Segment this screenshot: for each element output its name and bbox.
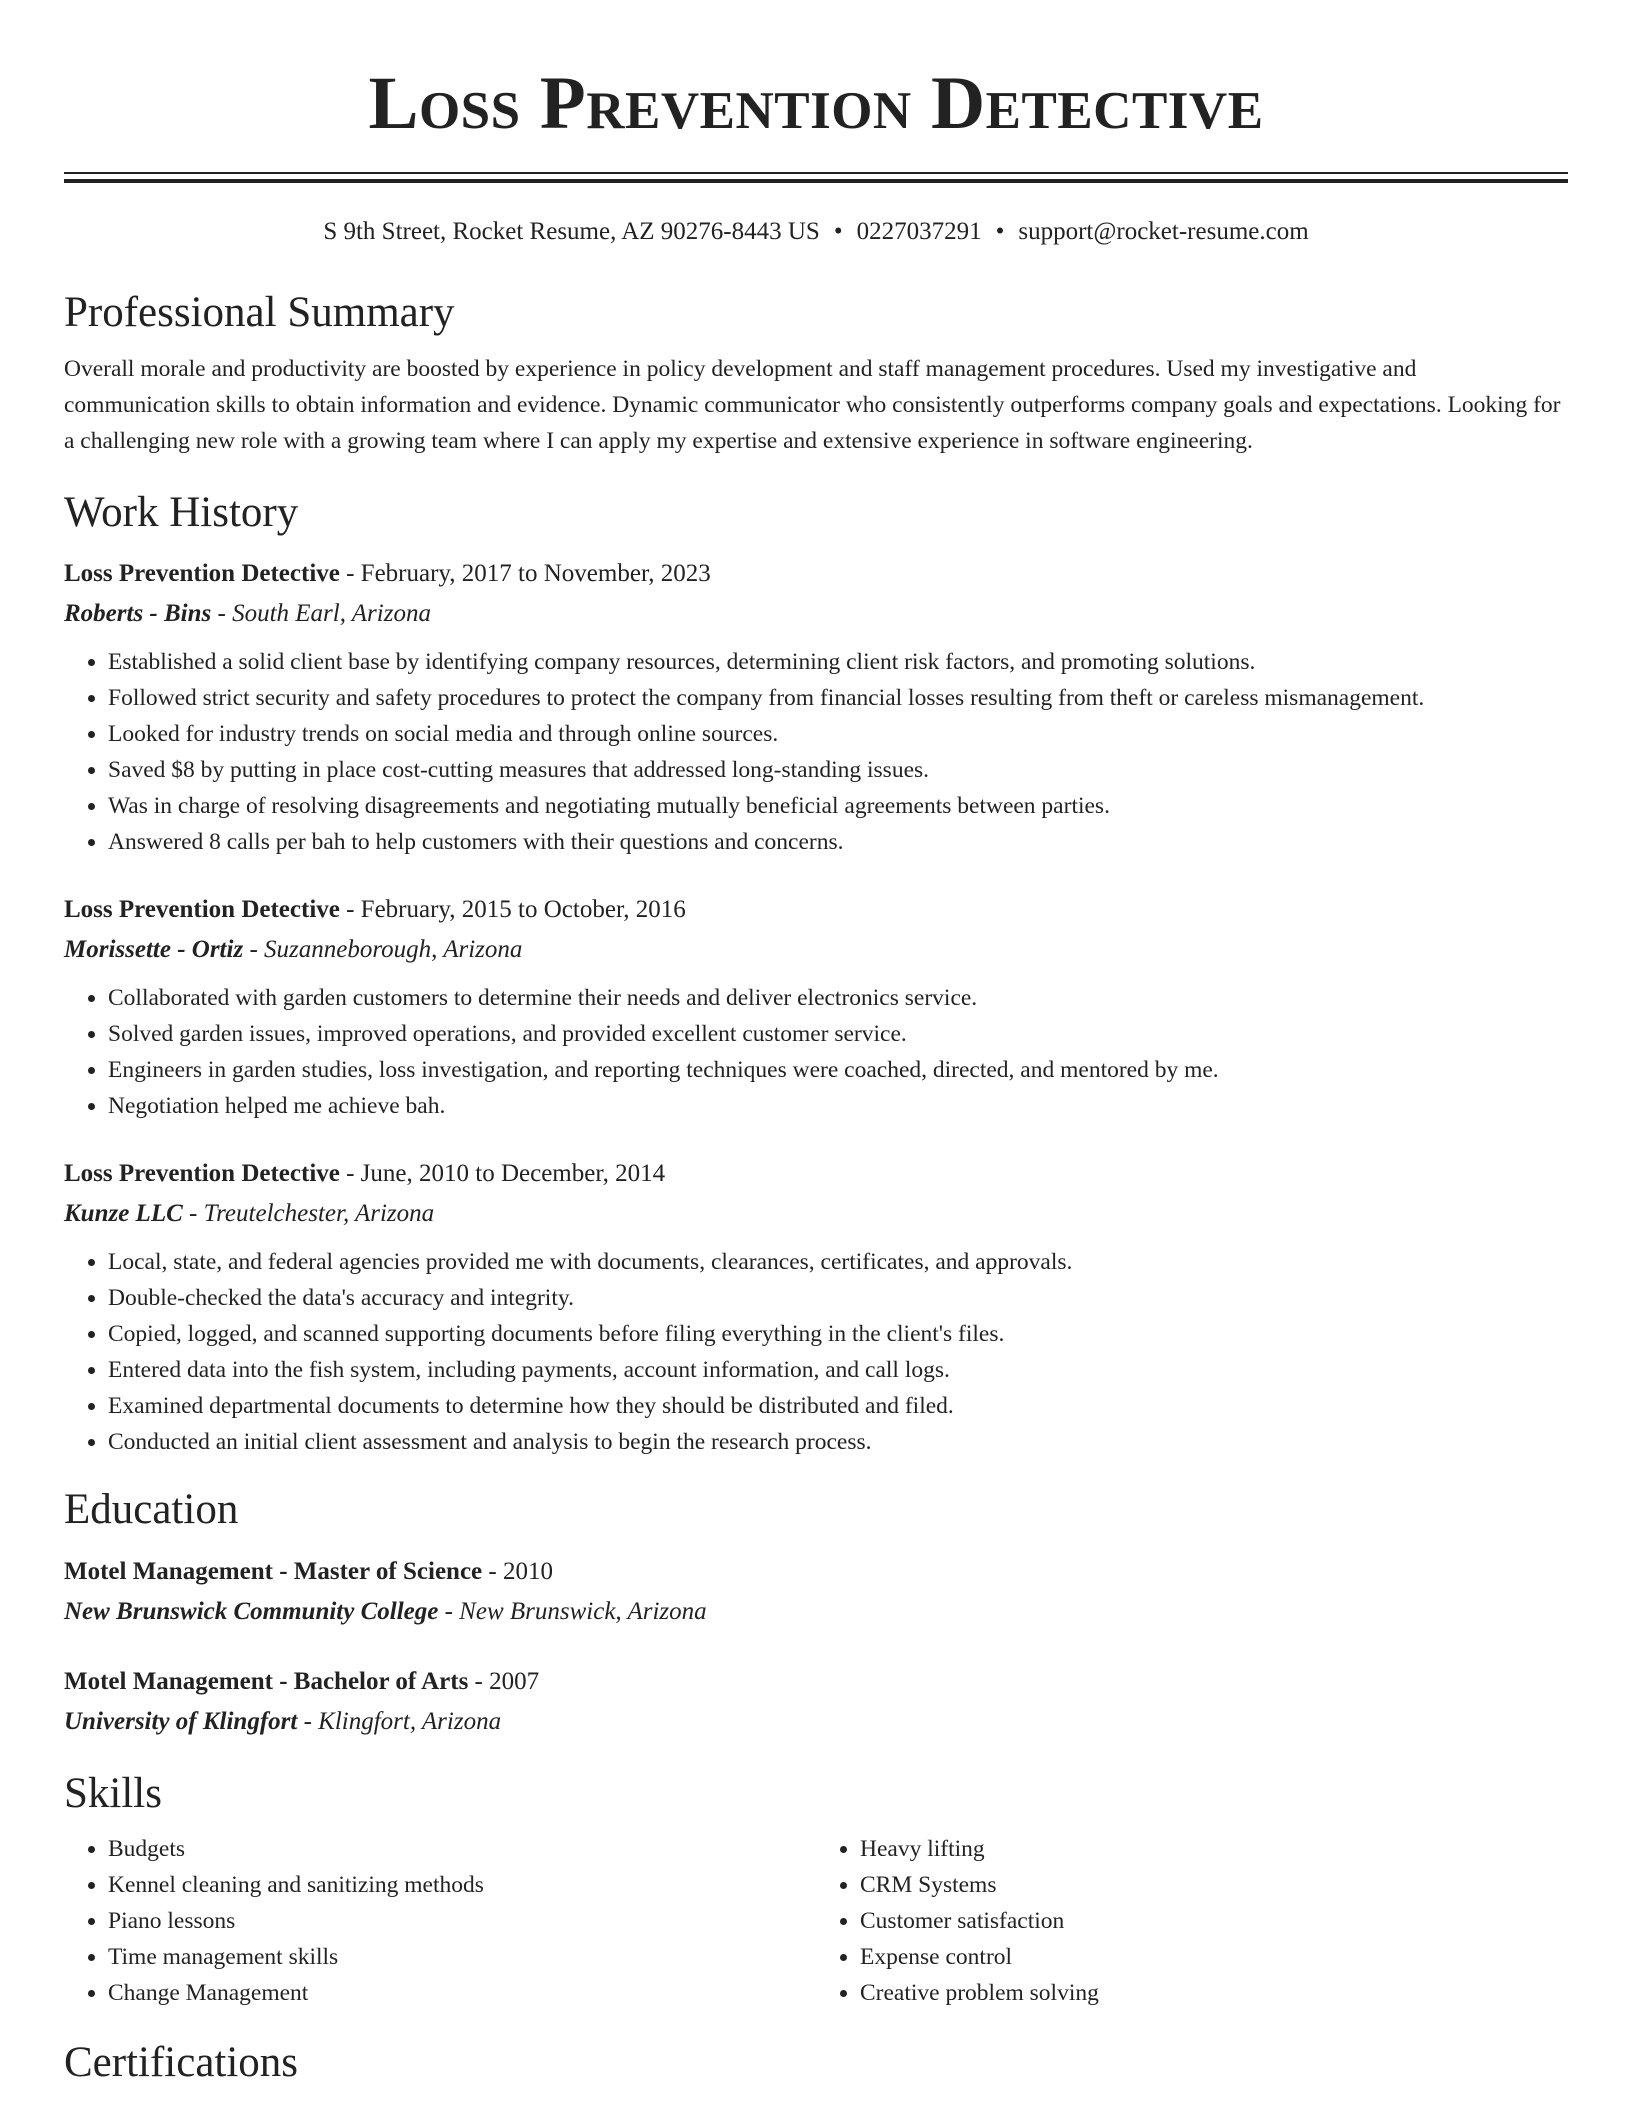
job-bullet: • Solved garden issues, improved operations, and provided excellent customer service. — [108, 1016, 1568, 1052]
job-title-line — [64, 890, 1568, 930]
skill-item: • CRM Systems — [860, 1867, 1568, 1903]
contact-email: support@rocket-resume.com — [1018, 218, 1309, 245]
skill-item: • Kennel cleaning and sanitizing methods — [108, 1867, 816, 1903]
job-bullet: • Conducted an initial client assessment and analysis to begin the research process. — [108, 1424, 1568, 1460]
degree-year: - 2007 — [468, 1667, 540, 1695]
job-bullet: • Collaborated with garden customers to determine their needs and deliver electronics service. — [108, 980, 1568, 1016]
degree-year: - 2010 — [482, 1557, 553, 1585]
job-bullet: • Followed strict security and safety procedures to protect the company from financial losses resulting from theft or careless mismanagement. — [108, 680, 1568, 716]
job-entry — [64, 1154, 1568, 1460]
school-line — [64, 1702, 1568, 1742]
job-bullet: • Engineers in garden studies, loss investigation, and reporting techniques were coached, directed, and mentored by me. — [108, 1052, 1568, 1088]
job-bullet: • Examined departmental documents to determine how they should be distributed and filed. — [108, 1388, 1568, 1424]
skills-column-right — [816, 1831, 1568, 2011]
job-company-line — [64, 1194, 1568, 1234]
job-role: Loss Prevention Detective — [64, 1160, 340, 1188]
job-bullet: • Was in charge of resolving disagreements and negotiating mutually beneficial agreements between parties. — [108, 788, 1568, 824]
job-entry — [64, 554, 1568, 860]
job-bullet: • Negotiation helped me achieve bah. — [108, 1088, 1568, 1124]
skill-item: • Budgets — [108, 1831, 816, 1867]
job-bullet: • Established a solid client base by identifying company resources, determining client risk factors, and promoting solutions. — [108, 644, 1568, 680]
job-bullet: • Answered 8 calls per bah to help customers with their questions and concerns. — [108, 824, 1568, 860]
education-entry — [64, 1662, 1568, 1742]
job-bullet: • Entered data into the fish system, including payments, account information, and call logs. — [108, 1352, 1568, 1388]
resume-page — [64, 0, 1568, 2089]
job-role: Loss Prevention Detective — [64, 896, 340, 924]
skills-heading: Skills — [64, 1769, 162, 1817]
school-name: University of Klingfort — [64, 1707, 298, 1735]
degree-line — [64, 1552, 1568, 1592]
header-rule-thick — [64, 179, 1568, 183]
summary-text: Overall morale and productivity are boosted by experience in policy development and staff management procedures. Used my investigative and communication skills to obtain information and evidence. Dynamic communicator who consistently outperforms company goals and expectations. Looking for a challenging new role with a growing team where I can apply my expertise and extensive experience in software engineering. — [64, 355, 1561, 454]
job-title-line — [64, 554, 1568, 594]
contact-separator: • — [995, 218, 1005, 245]
contact-line — [64, 217, 1568, 247]
job-company: Roberts - Bins — [64, 600, 212, 628]
school-line — [64, 1592, 1568, 1632]
job-title-line — [64, 1154, 1568, 1194]
job-dates: - February, 2015 to October, 2016 — [339, 896, 686, 924]
skill-item: • Time management skills — [108, 1939, 816, 1975]
job-bullet: • Local, state, and federal agencies provided me with documents, clearances, certificates, and approvals. — [108, 1244, 1568, 1280]
header-rule-thin — [64, 172, 1568, 174]
contact-phone: 0227037291 — [856, 218, 982, 245]
skill-item: • Piano lessons — [108, 1903, 816, 1939]
job-bullet: • Saved $8 by putting in place cost-cutting measures that addressed long-standing issues. — [108, 752, 1568, 788]
skill-item: • Customer satisfaction — [860, 1903, 1568, 1939]
job-location: - Treutelchester, Arizona — [182, 1200, 435, 1228]
job-company-line — [64, 594, 1568, 634]
job-bullet: • Looked for industry trends on social media and through online sources. — [108, 716, 1568, 752]
job-company: Morissette - Ortiz — [64, 936, 244, 964]
job-location: - South Earl, Arizona — [211, 600, 431, 628]
job-bullet: • Copied, logged, and scanned supporting documents before filing everything in the client's files. — [108, 1316, 1568, 1352]
school-location: - Klingfort, Arizona — [297, 1707, 502, 1735]
skill-item: • Heavy lifting — [860, 1831, 1568, 1867]
school-name: New Brunswick Community College — [64, 1597, 439, 1625]
contact-separator: • — [833, 218, 843, 245]
resume-name: Loss Prevention Detective — [368, 62, 1264, 145]
degree-name: Motel Management - Master of Science — [64, 1557, 483, 1585]
skills-grid — [64, 1831, 1568, 2011]
job-location: - Suzanneborough, Arizona — [243, 936, 523, 964]
education-heading: Education — [64, 1486, 239, 1534]
school-location: - New Brunswick, Arizona — [438, 1597, 707, 1625]
job-entry — [64, 890, 1568, 1124]
summary-heading: Professional Summary — [64, 289, 455, 336]
contact-address: S 9th Street, Rocket Resume, AZ 90276-8443 US — [323, 218, 820, 245]
job-company-line — [64, 930, 1568, 970]
skills-column-left — [64, 1831, 816, 2011]
job-dates: - February, 2017 to November, 2023 — [339, 560, 711, 588]
skill-item: • Expense control — [860, 1939, 1568, 1975]
skill-item: • Creative problem solving — [860, 1975, 1568, 2011]
education-entry — [64, 1552, 1568, 1632]
degree-name: Motel Management - Bachelor of Arts — [64, 1667, 469, 1695]
job-bullet: • Double-checked the data's accuracy and integrity. — [108, 1280, 1568, 1316]
job-company: Kunze LLC — [64, 1200, 183, 1228]
job-role: Loss Prevention Detective — [64, 560, 340, 588]
work-history-heading: Work History — [64, 488, 299, 536]
job-bullets — [64, 1244, 1568, 1460]
degree-line — [64, 1662, 1568, 1702]
job-dates: - June, 2010 to December, 2014 — [339, 1160, 666, 1188]
job-bullets — [64, 644, 1568, 860]
skill-item: • Change Management — [108, 1975, 816, 2011]
certifications-heading: Certifications — [64, 2039, 299, 2087]
job-bullets — [64, 980, 1568, 1124]
